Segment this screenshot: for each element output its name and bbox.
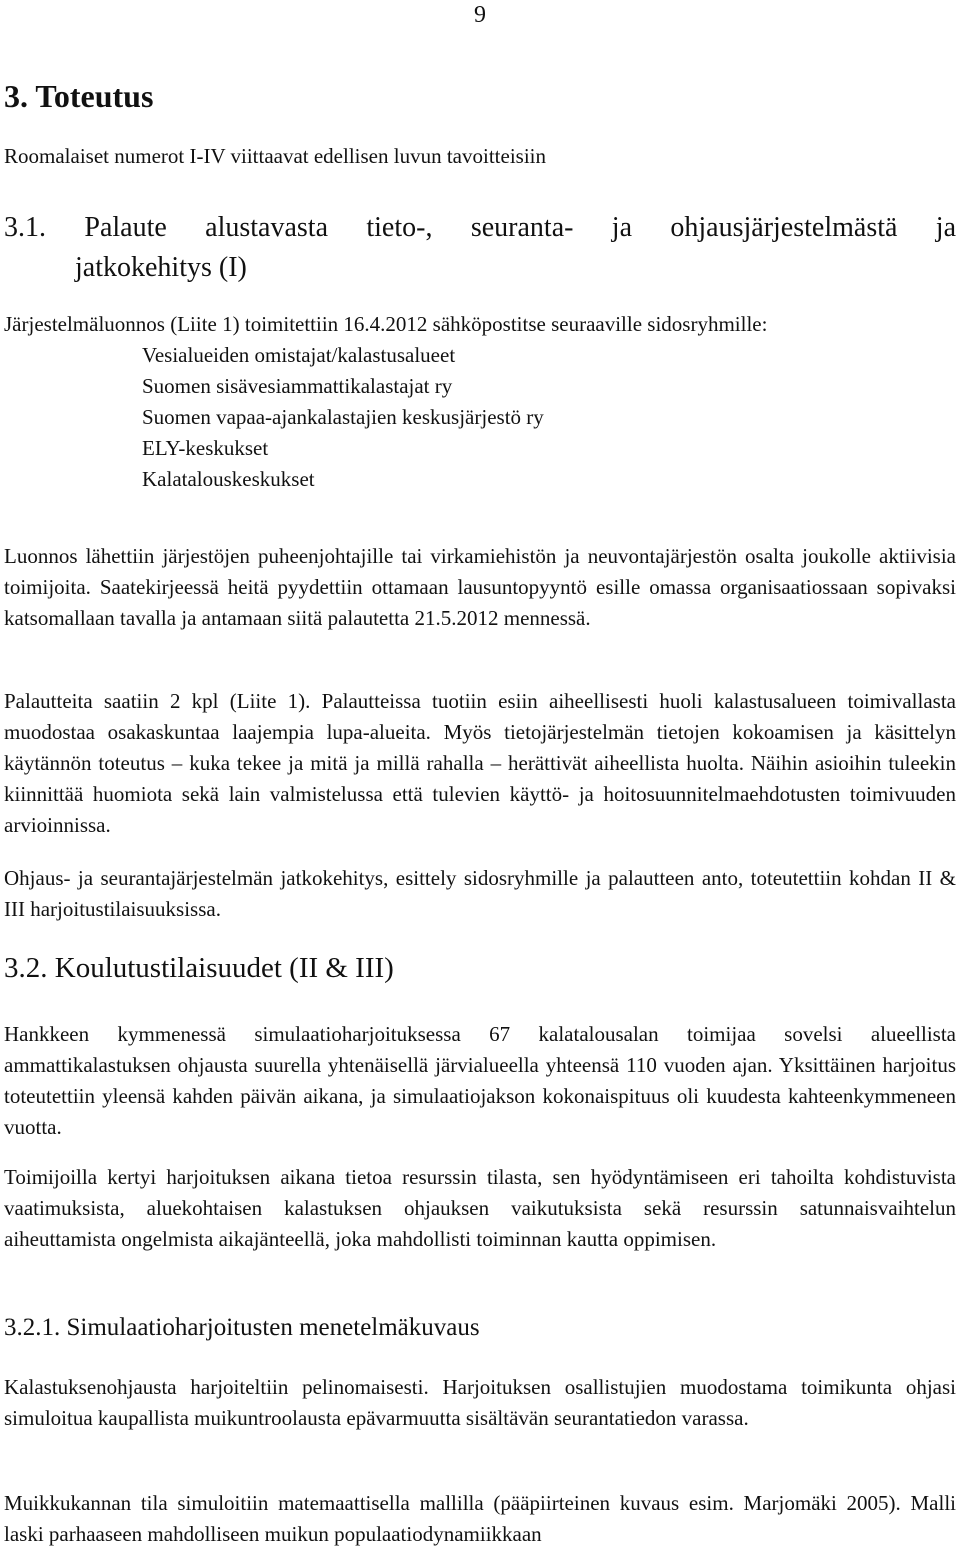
list-item: Kalatalouskeskukset — [142, 467, 315, 491]
paragraph: Toimijoilla kertyi harjoituksen aikana tietoa resurssin tilasta, sen hyödyntämiseen eri tahoilta kohdistuvista vaatimuksista, aluekohtaisen kalastuksen ohjauksen vaikutuksista sekä resurssin satunnaisvaihtelun aiheuttamista ongelmista aikajänteellä, joka mahdollisti toiminnan kautta oppimisen. — [4, 1165, 956, 1251]
list-item: ELY-keskukset — [142, 436, 269, 460]
paragraph: Luonnos lähettiin järjestöjen puheenjohtajille tai virkamiehistön ja neuvontajärjestön osalta joukolle aktiivisia toimijoita. Saatekirjeessä heitä pyydettiin ottamaan lausuntopyyntö esille omassa organisaatiossaan sopivaksi katsomallaan tavalla ja antamaan siitä palautetta 21.5.2012 mennessä. — [4, 544, 956, 630]
subsection-title: Koulutustilaisuudet (II & III) — [54, 952, 394, 984]
paragraph: Ohjaus- ja seurantajärjestelmän jatkokehitys, esittely sidosryhmille ja palautteen anto, toteutettiin kohdan II & III harjoitustilaisuuksissa. — [4, 866, 956, 921]
intro-paragraph: Järjestelmäluonnos (Liite 1) toimitettiin 16.4.2012 sähköpostitse seuraaville sidosryhmille: — [4, 312, 768, 336]
subsection-title: Palaute alustavasta tieto-, seuranta- ja ohjausjärjestelmästä ja — [84, 212, 957, 243]
section-heading: 3. Toteutus — [4, 78, 154, 114]
paragraph: Palautteita saatiin 2 kpl (Liite 1). Palautteissa tuotiin esiin aiheellisesti huoli kalastusalueen toimivallasta muodostaa osakaskuntaa laajempia lupa-alueita. Myös tietojärjestelmän tietojen kokoamisen ja käsittelyn käytännön toteutus – kuka tekee ja mitä ja millä rahalla – herättivät aiheellista huolta. Näihin asioihin tuleekin kiinnittää huomiota sekä lain valmistelussa että tulevien käyttö- ja hoitosuunnitelmaehdotusten toimivuuden arvioinnissa. — [4, 689, 956, 837]
subsection-3-2-heading — [4, 952, 394, 985]
subsection-3-2-1-heading — [4, 1314, 480, 1342]
section-lead: Roomalaiset numerot I-IV viittaavat edellisen luvun tavoitteisiin — [4, 144, 546, 168]
list-item: Suomen vapaa-ajankalastajien keskusjärjestö ry — [142, 405, 544, 429]
list-item: Vesialueiden omistajat/kalastusalueet — [142, 343, 456, 367]
subsection-number: 3.2.1. — [4, 1314, 61, 1341]
paragraph: Muikkukannan tila simuloitiin matemaattisella mallilla (pääpiirteinen kuvaus esim. Marjomäki 2005). Malli laski parhaaseen mahdolliseen muikun populaatiodynamiikkaan — [4, 1491, 956, 1546]
list-item: Suomen sisävesiammattikalastajat ry — [142, 374, 453, 398]
subsection-3-1-heading-cont: jatkokehitys (I) — [75, 252, 247, 283]
paragraph: Hankkeen kymmenessä simulaatioharjoituksessa 67 kalatalousalan toimijaa sovelsi alueellista ammattikalastuksen ohjausta suurella yhtenäisellä järvialueella yhteensä 110 vuoden ajan. Yksittäinen harjoitus toteutettiin yleensä kahden päivän aikana, ja simulaatiojakson kokonaispituus oli kuudesta kahteenkymmeneen vuotta. — [4, 1022, 956, 1139]
recipient-list — [142, 340, 544, 495]
page-number: 9 — [474, 2, 486, 28]
paragraph: Kalastuksenohjausta harjoiteltiin pelinomaisesti. Harjoituksen osallistujien muodostama toimikunta ohjasi simuloitua kaupallista muikuntroolausta epävarmuutta sisältävän seurantatiedon varassa. — [4, 1375, 956, 1430]
subsection-number: 3.1. — [4, 212, 46, 243]
subsection-number: 3.2. — [4, 952, 48, 984]
subsection-3-1-heading — [4, 208, 956, 248]
subsection-title: Simulaatioharjoitusten menetelmäkuvaus — [66, 1314, 480, 1341]
